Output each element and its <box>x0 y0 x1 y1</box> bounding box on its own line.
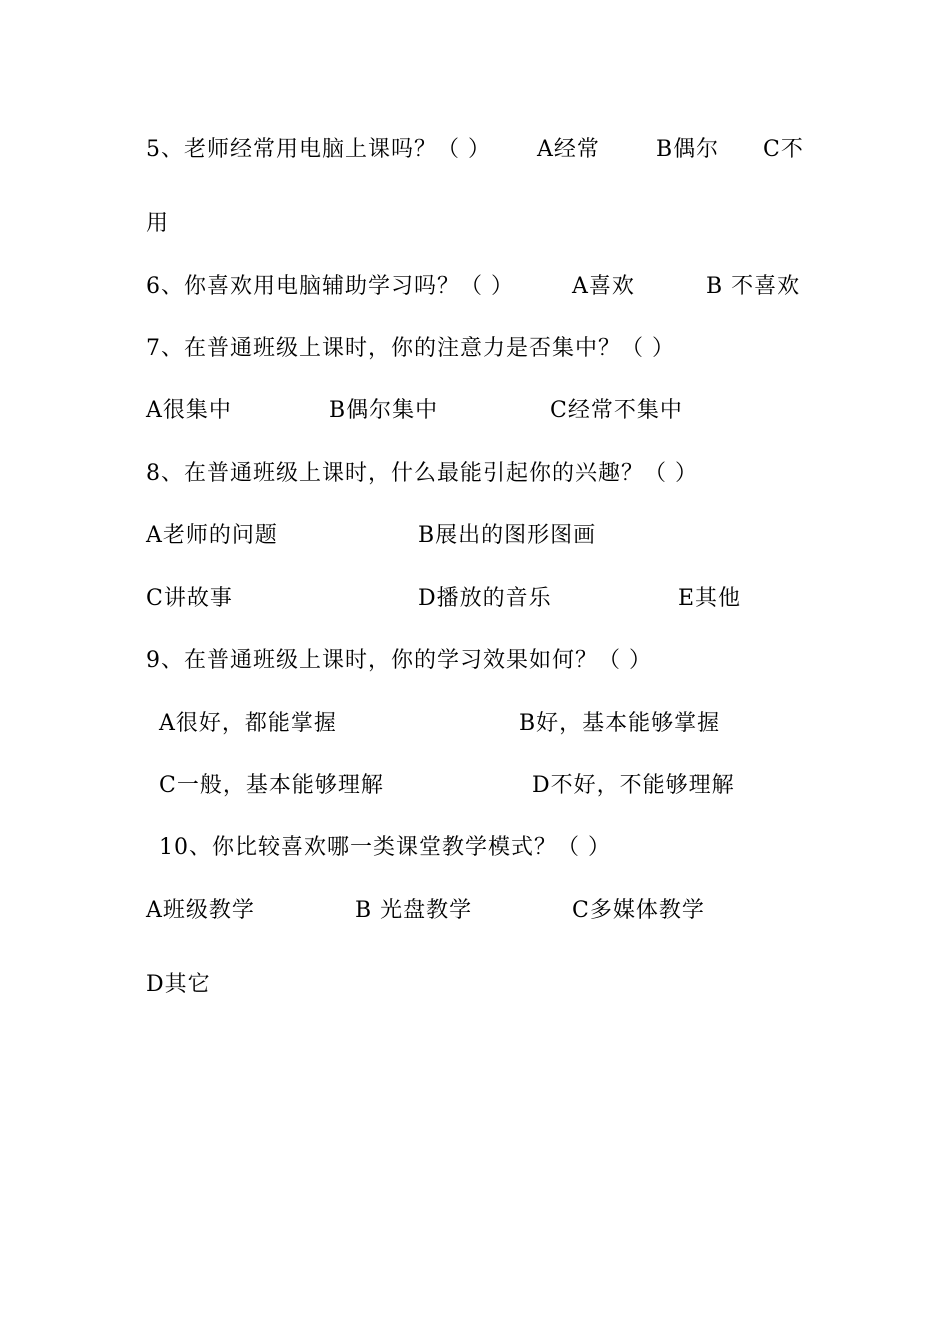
question-5 <box>0 135 950 165</box>
question-9-stem: 9、在普通班级上课时，你的学习效果如何？（ ） <box>146 648 652 673</box>
question-7-option-c: C经常不集中 <box>550 398 683 423</box>
question-7 <box>0 334 950 364</box>
question-8-option-b: B展出的图形图画 <box>418 523 597 548</box>
question-10-option-c: C多媒体教学 <box>572 898 705 923</box>
question-6 <box>0 272 950 302</box>
question-8-option-c: C讲故事 <box>146 586 233 611</box>
question-6-option-b: B 不喜欢 <box>706 274 801 299</box>
question-6-option-a: A喜欢 <box>572 274 635 299</box>
question-9-options-row-2 <box>0 771 950 801</box>
question-5-wrap <box>0 209 950 239</box>
question-7-options <box>0 396 950 426</box>
question-5-option-c: C不 <box>763 137 804 162</box>
question-6-stem: 6、你喜欢用电脑辅助学习吗？（ ） <box>146 274 514 299</box>
question-10-stem: 10、你比较喜欢哪一类课堂教学模式？（ ） <box>159 835 611 860</box>
question-8-option-e: E其他 <box>678 586 742 611</box>
question-9-options-row-1 <box>0 709 950 739</box>
question-10-option-d: D其它 <box>146 972 211 997</box>
question-10-option-a: A班级教学 <box>146 898 255 923</box>
question-8-stem: 8、在普通班级上课时，什么最能引起你的兴趣？（ ） <box>146 461 698 486</box>
question-9-option-d: D不好，不能够理解 <box>532 773 735 798</box>
question-7-option-b: B偶尔集中 <box>329 398 439 423</box>
question-9-option-b: B好，基本能够掌握 <box>519 711 721 736</box>
question-7-stem: 7、在普通班级上课时，你的注意力是否集中？（ ） <box>146 336 675 361</box>
question-10 <box>0 833 950 863</box>
question-8-option-d: D播放的音乐 <box>418 586 552 611</box>
question-9-option-c: C一般，基本能够理解 <box>159 773 384 798</box>
question-9 <box>0 646 950 676</box>
question-7-option-a: A很集中 <box>146 398 232 423</box>
question-8 <box>0 459 950 489</box>
question-8-options-row-2 <box>0 584 950 614</box>
question-5-option-b: B偶尔 <box>656 137 720 162</box>
question-10-options-row-2 <box>0 970 950 1000</box>
question-5-option-c-continued: 用 <box>146 211 170 236</box>
question-10-options <box>0 896 950 926</box>
question-5-stem: 5、老师经常用电脑上课吗？（ ） <box>146 137 491 162</box>
question-8-options-row-1 <box>0 521 950 551</box>
question-5-option-a: A经常 <box>537 137 600 162</box>
question-10-option-b: B 光盘教学 <box>355 898 473 923</box>
question-9-option-a: A很好，都能掌握 <box>159 711 337 736</box>
question-8-option-a: A老师的问题 <box>146 523 278 548</box>
